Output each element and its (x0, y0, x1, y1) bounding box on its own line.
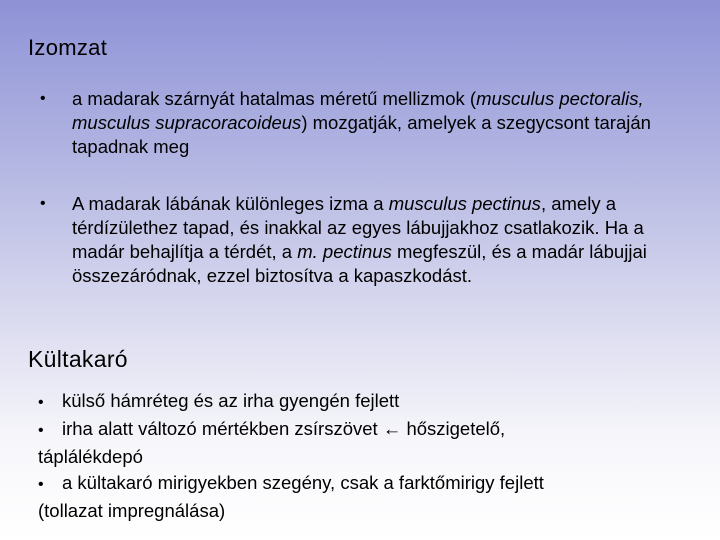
bullet-text: a madarak szárnyát hatalmas méretű mellizmok ( (72, 88, 477, 109)
bullet-marker: • (40, 195, 46, 212)
bullet-text: megfeszül, és a madár lábujjai összezáródnak, ezzel biztosítva a kapaszkodást. (72, 241, 647, 286)
bullet-text: ) mozgatják, amelyek a szegycsont taraján tapadnak meg (72, 112, 651, 157)
izomzat-bullet-2 (40, 192, 680, 288)
latin-term: m. pectinus (297, 241, 392, 262)
kultakaro-line-2 (38, 416, 688, 444)
kultakaro-text-block (38, 388, 688, 524)
kultakaro-line-4 (38, 470, 688, 498)
latin-term: musculus pectinus (388, 193, 541, 214)
bullet-marker: • (38, 394, 44, 411)
latin-term: musculus pectoralis, musculus supracoracoideus (72, 88, 644, 133)
bullet-marker: • (40, 90, 46, 107)
bullet-text: A madarak lábának különleges izma a (72, 193, 389, 214)
line-text: külső hámréteg és az irha gyengén fejlett (62, 390, 400, 411)
izomzat-bullet-list (40, 87, 680, 321)
izomzat-bullet-1 (40, 87, 680, 159)
kultakaro-line-5 (38, 498, 688, 524)
section-title-izomzat: Izomzat (28, 35, 108, 60)
line-text: irha alatt változó mértékben zsírszövet ← hőszigetelő, (62, 418, 506, 439)
bullet-marker: • (38, 476, 44, 493)
line-text: a kültakaró mirigyekben szegény, csak a farktőmirigy fejlett (62, 472, 544, 493)
kultakaro-line-3 (38, 444, 688, 470)
bullet-marker: • (38, 422, 44, 439)
kultakaro-line-1 (38, 388, 688, 416)
section-title-kultakaro: Kültakaró (28, 346, 128, 372)
line-text: (tollazat impregnálása) (38, 500, 226, 521)
bullet-text: , amely a térdízülethez tapad, és inakkal az egyes lábujjakhoz csatlakozik. Ha a madár behajlítja a térdét, a (72, 193, 644, 262)
line-text: táplálékdepó (38, 446, 143, 467)
